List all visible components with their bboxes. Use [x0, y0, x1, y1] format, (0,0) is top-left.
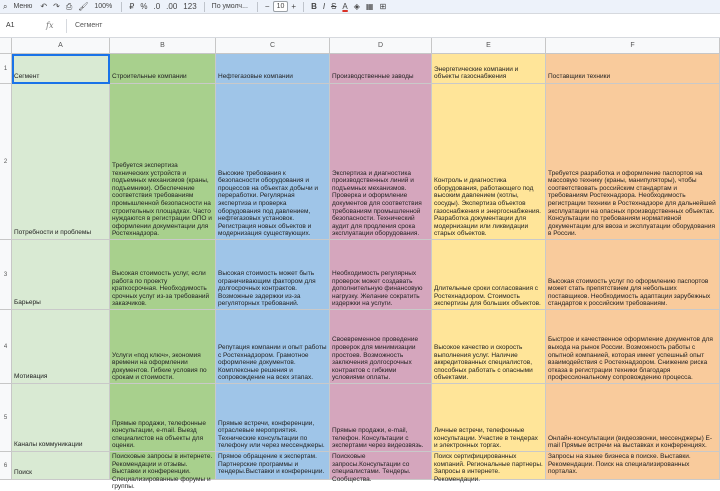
menu-button[interactable]: Меню [13, 3, 33, 10]
decimal-decrease-icon[interactable]: .0 [153, 2, 161, 11]
cell-f2[interactable]: Требуется разработка и оформление паспортов на массовую технику (краны, манипуляторы), чтобы соответствовать российским стандартам и требованиям Ростехнадзора. Необходимость регистрации техники в Ростехнадзоре для дальнейшей эксплуатации на опасных производственных объектах. Консультации по требованиям нормативной документации для ввоза и эксплуатации оборудования в России. [546, 84, 720, 240]
decimal-increase-icon[interactable]: .00 [166, 2, 178, 11]
cell-a3-label[interactable]: Барьеры [12, 240, 110, 310]
cell-b5[interactable]: Прямые продажи, телефонные консультации, e-mail. Выезд специалистов на объекты для оценки. [110, 384, 216, 452]
cell-c1-header[interactable]: Нефтегазовые компании [216, 54, 330, 84]
font-size-input[interactable]: 10 [273, 1, 289, 12]
italic-icon[interactable]: I [322, 2, 326, 11]
cell-reference[interactable]: A1 [6, 22, 15, 29]
fx-icon: fx [46, 21, 54, 30]
merge-cells-icon[interactable]: ⊞ [379, 2, 387, 11]
cell-d3[interactable]: Необходимость регулярных проверок может создавать дополнительную финансовую нагрузку. Желание сократить издержки на услуги. [330, 240, 432, 310]
cell-b6[interactable]: Поисковые запросы в интернете. Рекомендации и отзывы. Выставки и конференции. Специализированные форумы и группы. [110, 452, 216, 480]
cell-e2[interactable]: Контроль и диагностика оборудования, работающего под высоким давлением (котлы, сосуды). Экспертиза объектов газоснабжения и энергоснабжения. Разработка документации для модернизации или ликвидации старых объектов. [432, 84, 546, 240]
strikethrough-icon[interactable]: S [331, 2, 337, 11]
borders-icon[interactable]: ▦ [365, 2, 374, 11]
cell-a2-label[interactable]: Потребности и проблемы [12, 84, 110, 240]
cell-e6[interactable]: Поиск сертифицированных компаний. Региональные партнеры. Запросы в интернете. Рекомендации. [432, 452, 546, 480]
cell-c2[interactable]: Высокие требования к безопасности оборудования и процессов на объектах добычи и переработки. Регулярная экспертиза и проверка оборудования под давлением, нефтегазовых установок. Регистрация новых объектов и модернизация существующих. [216, 84, 330, 240]
column-header-c[interactable]: C [216, 38, 330, 54]
more-formats-icon[interactable]: 123 [183, 2, 197, 11]
print-icon[interactable]: ⎙ [65, 1, 73, 11]
cell-d4[interactable]: Своевременное проведение проверок для минимизации простоев. Возможность заключения долгосрочных контрактов с гибкими условиями оплаты. [330, 310, 432, 384]
cell-b3[interactable]: Высокая стоимость услуг, если работа по проекту краткосрочная. Необходимость срочных услуг из-за требований заказчиков. [110, 240, 216, 310]
redo-icon[interactable]: ↷ [53, 2, 60, 11]
cell-c6[interactable]: Прямое обращение к экспертам. Партнерские программы и тендеры.Выставки и конференции. [216, 452, 330, 480]
cell-b2[interactable]: Требуется экспертиза технических устройств и подъемных механизмов (краны, подъемники). Обеспечение соответствия требованиям промышленной безопасности на строительных площадках. Часто нуждаются в регистрации ОПО и оформлении документации для Ростехнадзора. [110, 84, 216, 240]
bold-icon[interactable]: B [311, 2, 317, 11]
cell-f1-header[interactable]: Поставщики техники [546, 54, 720, 84]
column-header-d[interactable]: D [330, 38, 432, 54]
currency-icon[interactable]: ₽ [129, 2, 135, 11]
cell-d5[interactable]: Прямые продажи, e-mail, телефон. Консультации с экспертами через видеозвязь. [330, 384, 432, 452]
zoom-select[interactable]: 100% [94, 3, 113, 10]
cell-f5[interactable]: Онлайн-консультации (видеозвонки, мессенджеры) E-mail Прямые встречи на выставках и конференциях. [546, 384, 720, 452]
cell-b1-header[interactable]: Строительные компании [110, 54, 216, 84]
toolbar-divider [204, 2, 205, 12]
cell-c4[interactable]: Репутация компании и опыт работы с Ростехнадзором. Грамотное оформление документов. Комплексные решения и сопровождение на всех этапах. [216, 310, 330, 384]
cell-f6[interactable]: Запросы на языке бизнеса в поиске. Выставки. Рекомендации. Поиск на специализированных порталах. [546, 452, 720, 480]
cell-a4-label[interactable]: Мотивация [12, 310, 110, 384]
cell-a1-segment[interactable]: Сегмент [12, 54, 110, 84]
row-header-5[interactable]: 5 [0, 384, 12, 452]
cell-b4[interactable]: Услуги «под ключ», экономия времени на оформлении документов. Гибкие условия по срокам и стоимости. [110, 310, 216, 384]
cell-a5-label[interactable]: Каналы коммуникации [12, 384, 110, 452]
cell-e4[interactable]: Высокое качество и скорость выполнения услуг. Наличие аккредитованных специалистов, способных работать с опасными объектами. [432, 310, 546, 384]
cell-a6-label[interactable]: Поиск [12, 452, 110, 480]
formula-input[interactable]: Сегмент [75, 22, 103, 29]
font-select[interactable]: По умолч... [211, 3, 248, 10]
cell-c3[interactable]: Высокая стоимость может быть ограничивающим фактором для долгосрочных контрактов. Возможные задержки из-за регуляторных требований. [216, 240, 330, 310]
column-header-e[interactable]: E [432, 38, 546, 54]
row-header-2[interactable]: 2 [0, 84, 12, 240]
toolbar [0, 0, 720, 14]
cell-f4[interactable]: Быстрое и качественное оформление документов для выхода на рынок России. Возможность работы с опытной компанией, которая имеет успешный опыт взаимодействия с Ростехнадзором. Снижение риска отказа в регистрации техники благодаря профессиональному сопровождению процесса. [546, 310, 720, 384]
percent-icon[interactable]: % [140, 2, 148, 11]
cell-e1-header[interactable]: Энергетические компании и объекты газоснабжения [432, 54, 546, 84]
cell-d1-header[interactable]: Производственные заводы [330, 54, 432, 84]
select-all-corner[interactable] [0, 38, 12, 54]
row-header-1[interactable]: 1 [0, 54, 12, 84]
toolbar-divider [303, 2, 304, 12]
cell-e3[interactable]: Длительные сроки согласования с Ростехнадзором. Стоимость экспертизы для больших объектов. [432, 240, 546, 310]
column-header-b[interactable]: B [110, 38, 216, 54]
cell-c5[interactable]: Прямые встречи, конференции, отраслевые мероприятия. Технические консультации по телефону или через мессенджеры. [216, 384, 330, 452]
cell-f3[interactable]: Высокая стоимость услуг по оформлению паспортов может стать препятствием для небольших поставщиков. Необходимость адаптации зарубежных стандартов к российским требованиям. [546, 240, 720, 310]
paint-format-icon[interactable]: 🖌 [78, 2, 89, 11]
cell-d2[interactable]: Экспертиза и диагностика производственных линий и подъемных механизмов. Проверка и оформление документов для соответствия требованиям промышленной безопасности. Технический аудит для продления срока эксплуатации оборудования. [330, 84, 432, 240]
font-size-increase-icon[interactable]: + [291, 2, 297, 11]
font-size-decrease-icon[interactable]: − [264, 2, 270, 11]
row-header-3[interactable]: 3 [0, 240, 12, 310]
fill-color-icon[interactable]: ◈ [353, 2, 360, 11]
column-header-a[interactable]: A [12, 38, 110, 54]
row-header-4[interactable]: 4 [0, 310, 12, 384]
toolbar-divider [257, 2, 258, 12]
cell-d6[interactable]: Поисковые запросы.Консультации со специалистами. Тендеры. Сообщества. [330, 452, 432, 480]
formula-bar [0, 14, 720, 38]
formula-divider [66, 19, 67, 33]
undo-icon[interactable]: ↶ [40, 2, 48, 11]
cell-e5[interactable]: Личные встречи, телефонные консультации. Участие в тендерах и электронных торгах. [432, 384, 546, 452]
toolbar-divider [121, 2, 122, 12]
text-color-icon[interactable]: A [342, 2, 348, 11]
search-menu-icon[interactable]: ⌕ [3, 1, 8, 11]
column-header-f[interactable]: F [546, 38, 720, 54]
row-header-6[interactable]: 6 [0, 452, 12, 480]
